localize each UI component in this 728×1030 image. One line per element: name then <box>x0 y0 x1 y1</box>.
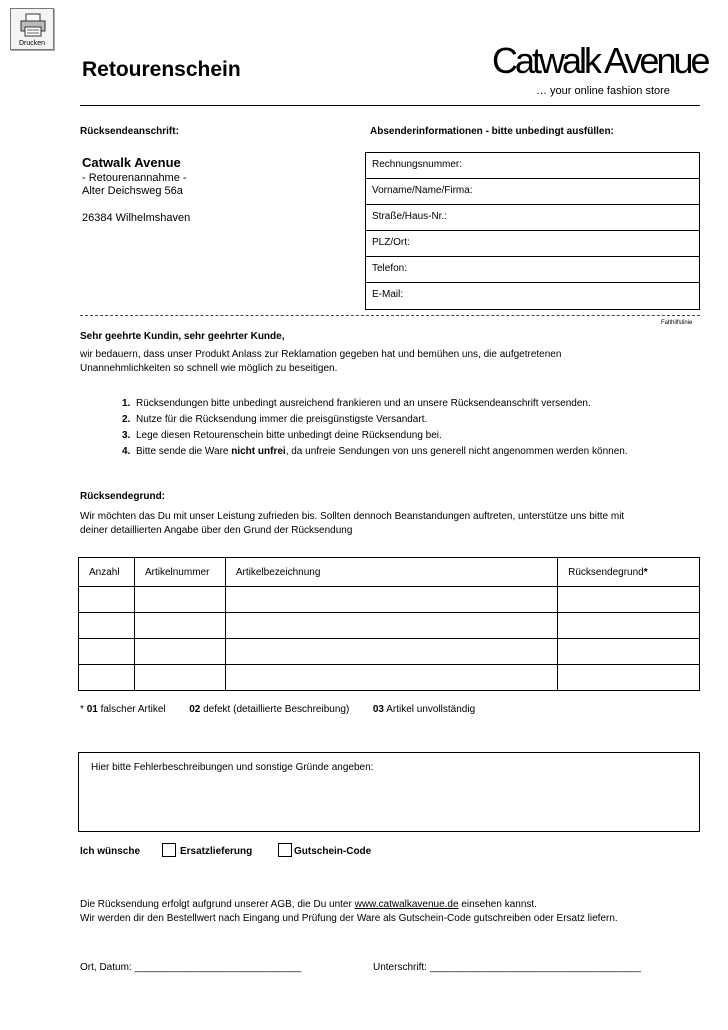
column-header-article-name: Artikelbezeichnung <box>225 558 557 587</box>
sender-info-form <box>365 152 700 310</box>
terms-text-post: einsehen kannst. <box>458 899 537 910</box>
article-name-cell[interactable] <box>225 613 557 639</box>
article-name-cell[interactable] <box>225 639 557 665</box>
description-box[interactable] <box>78 752 700 832</box>
fold-line-label: Falthilfslinie <box>661 320 693 326</box>
page-title: Retourenschein <box>82 58 241 81</box>
fold-line <box>80 315 700 316</box>
article-number-cell[interactable] <box>134 639 225 665</box>
instruction-text: Rücksendungen bitte unbedingt ausreichend frankieren und an unsere Rücksendeanschrift versenden. <box>136 398 591 409</box>
legend-asterisk: * <box>80 704 84 715</box>
table-row <box>79 665 700 691</box>
voucher-label: Gutschein-Code <box>294 846 372 857</box>
wish-label: Ich wünsche <box>80 846 141 857</box>
quantity-cell[interactable] <box>79 613 135 639</box>
instruction-item <box>122 430 442 441</box>
legend-code: 02 <box>189 704 201 715</box>
return-address-line: - Retourenannahme - <box>82 172 187 184</box>
email-field[interactable]: E-Mail: <box>372 289 404 300</box>
column-header-article-number: Artikelnummer <box>134 558 225 587</box>
greeting: Sehr geehrte Kundin, sehr geehrter Kunde, <box>80 331 285 342</box>
reason-text: Wir möchten das Du mit unser Leistung zufrieden bis. Sollten dennoch Beanstandungen auftreten, unterstütze uns bitte mit <box>80 511 625 522</box>
legend-text: falscher Artikel <box>100 704 166 715</box>
table-row <box>79 639 700 665</box>
article-name-cell[interactable] <box>225 587 557 613</box>
description-label: Hier bitte Fehlerbeschreibungen und sonstige Gründe angeben: <box>91 762 374 773</box>
name-field[interactable]: Vorname/Name/Firma: <box>366 179 699 205</box>
refund-text: Wir werden dir den Bestellwert nach Eingang und Prüfung der Ware als Gutschein-Code gutschreiben oder Ersatz liefern. <box>80 913 618 924</box>
intro-text: wir bedauern, dass unser Produkt Anlass zur Reklamation gegeben hat und bemühen uns, die aufgetretenen <box>80 349 562 360</box>
column-header-quantity: Anzahl <box>79 558 135 587</box>
asterisk-marker: * <box>643 566 648 578</box>
invoice-number-field[interactable]: Rechnungsnummer: <box>366 153 699 179</box>
brand-logo: Catwalk Avenue <box>492 40 708 81</box>
instruction-text: Bitte sende die Ware <box>136 446 232 457</box>
instruction-text: Lege diesen Retourenschein bitte unbedingt deine Rücksendung bei. <box>136 430 442 441</box>
instruction-text: Nutze für die Rücksendung immer die preisgünstigste Versandart. <box>136 414 428 425</box>
sender-info-label: Absenderinformationen - bitte unbedingt ausfüllen: <box>370 126 614 137</box>
replacement-label: Ersatzlieferung <box>180 846 253 857</box>
column-header-return-reason <box>558 558 700 587</box>
website-link[interactable]: www.catwalkavenue.de <box>354 899 459 910</box>
article-number-cell[interactable] <box>134 665 225 691</box>
terms-text <box>80 899 537 910</box>
return-address-label: Rücksendeanschrift: <box>80 126 179 137</box>
quantity-cell[interactable] <box>79 639 135 665</box>
reason-legend <box>80 704 475 715</box>
return-items-table <box>78 557 700 691</box>
quantity-cell[interactable] <box>79 665 135 691</box>
place-date-field[interactable]: Ort, Datum: ______________________________ <box>80 962 302 973</box>
instruction-text: , da unfreie Sendungen von uns generell nicht angenommen werden können. <box>285 446 628 457</box>
return-reason-cell[interactable] <box>558 665 700 691</box>
reason-title: Rücksendegrund: <box>80 491 166 502</box>
instruction-item <box>122 398 591 409</box>
article-number-cell[interactable] <box>134 613 225 639</box>
article-number-cell[interactable] <box>134 587 225 613</box>
replacement-checkbox[interactable] <box>162 843 176 857</box>
voucher-checkbox[interactable] <box>278 843 292 857</box>
return-reason-cell[interactable] <box>558 613 700 639</box>
street-field[interactable]: Straße/Haus-Nr.: <box>366 205 699 231</box>
phone-field[interactable]: Telefon: <box>366 257 699 283</box>
legend-code: 01 <box>86 704 98 715</box>
legend-text: Artikel unvollständig <box>386 704 476 715</box>
return-reason-cell[interactable] <box>558 587 700 613</box>
return-reason-cell[interactable] <box>558 639 700 665</box>
table-header-row <box>79 558 700 587</box>
instruction-number: 1. <box>122 398 131 409</box>
printer-icon <box>19 13 47 37</box>
instruction-number: 4. <box>122 446 131 457</box>
article-name-cell[interactable] <box>225 665 557 691</box>
print-button[interactable] <box>10 8 54 50</box>
instruction-number: 3. <box>122 430 131 441</box>
brand-tagline: … your online fashion store <box>536 85 670 97</box>
header-divider <box>80 105 700 106</box>
return-address-street: Alter Deichsweg 56a <box>82 185 183 197</box>
instruction-item <box>122 446 628 457</box>
legend-text: defekt (detaillierte Beschreibung) <box>203 704 350 715</box>
reason-text: deiner detaillierten Angabe über den Grund der Rücksendung <box>80 525 353 536</box>
return-address-name: Catwalk Avenue <box>82 155 181 170</box>
signature-field[interactable]: Unterschrift: ______________________________________ <box>373 962 642 973</box>
instruction-number: 2. <box>122 414 131 425</box>
return-reason-header-label: Rücksendegrund <box>568 566 644 578</box>
table-row <box>79 587 700 613</box>
instruction-item <box>122 414 427 425</box>
quantity-cell[interactable] <box>79 587 135 613</box>
return-address-city: 26384 Wilhelmshaven <box>82 212 191 224</box>
legend-code: 03 <box>372 704 384 715</box>
terms-text-pre: Die Rücksendung erfolgt aufgrund unserer AGB, die Du unter <box>80 899 355 910</box>
table-row <box>79 613 700 639</box>
instruction-emphasis: nicht unfrei <box>231 446 286 457</box>
print-button-label: Drucken <box>18 40 46 47</box>
zip-city-field[interactable]: PLZ/Ort: <box>366 231 699 257</box>
intro-text: Unannehmlichkeiten so schnell wie möglich zu beseitigen. <box>80 363 338 374</box>
